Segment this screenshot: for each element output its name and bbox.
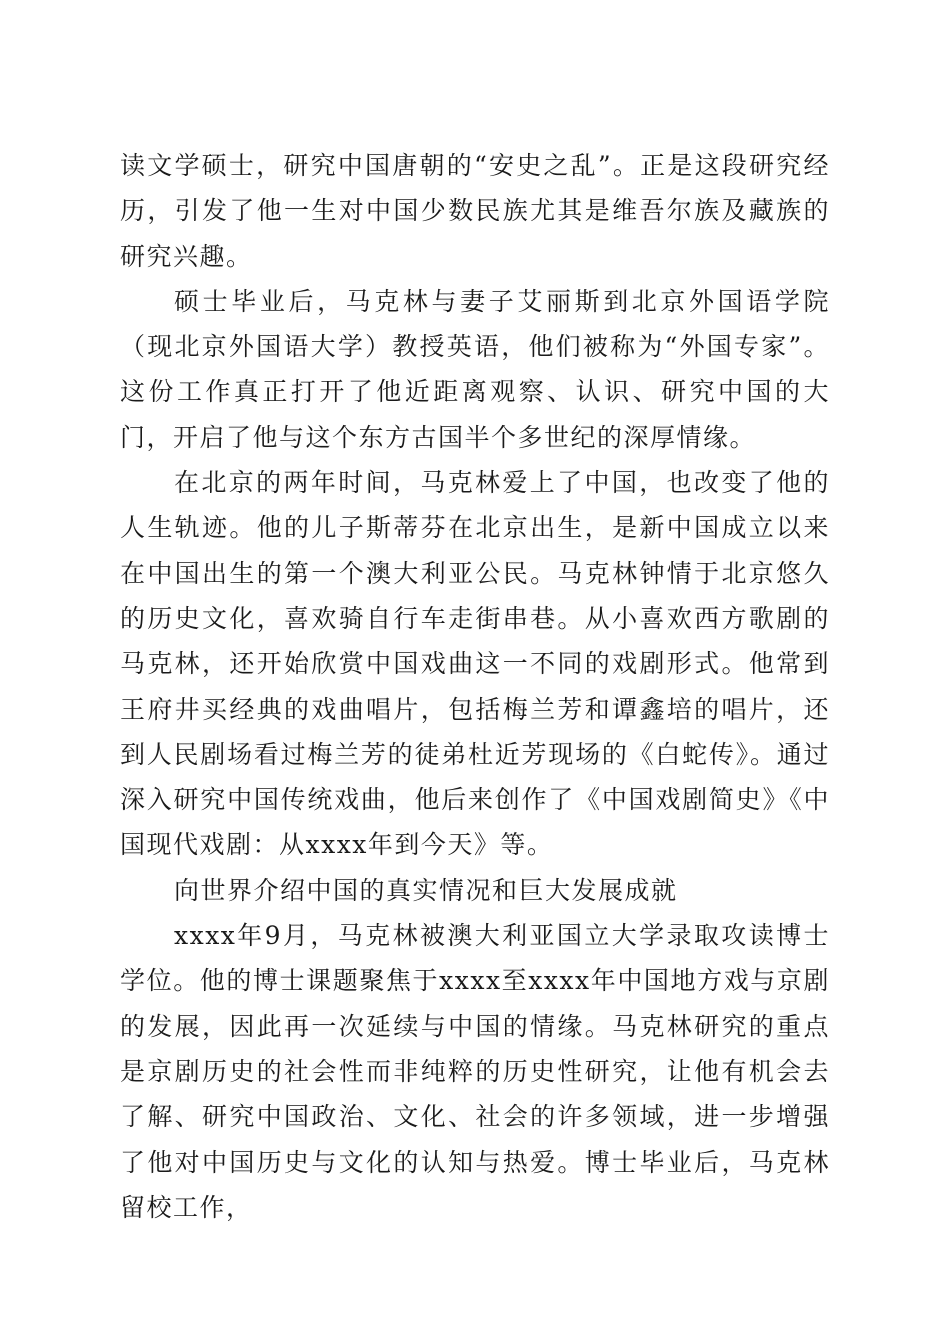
paragraph-two-years-beijing: 在北京的两年时间，马克林爱上了中国，也改变了他的人生轨迹。他的儿子斯蒂芬在北京出生，是新中国成立以来在中国出生的第一个澳大利亚公民。马克林钟情于北京悠久的历史文化，喜欢骑自行车走街串巷。从小喜欢西方歌剧的马克林，还开始欣赏中国戏曲这一不同的戏剧形式。他常到王府井买经典的戏曲唱片，包括梅兰芳和谭鑫培的唱片，还到人民剧场看过梅兰芳的徒弟杜近芳现场的《白蛇传》。通过深入研究中国传统戏曲，他后来创作了《中国戏剧简史》《中国现代戏剧：从xxxx年到今天》等。	[120, 468, 830, 860]
paragraph-phd-study: xxxx年9月，马克林被澳大利亚国立大学录取攻读博士学位。他的博士课题聚焦于xxxx至xxxx年中国地方戏与京剧的发展，因此再一次延续与中国的情缘。马克林研究的重点是京剧历史的社会性而非纯粹的历史性研究，让他有机会去了解、研究中国政治、文化、社会的许多领域，进一步增强了他对中国历史与文化的认知与热爱。博士毕业后，马克林留校工作，	[120, 921, 830, 1222]
body-text	[120, 143, 830, 1230]
section-heading: 向世界介绍中国的真实情况和巨大发展成就	[174, 875, 678, 905]
paragraph-beijing-teaching: 硕士毕业后，马克林与妻子艾丽斯到北京外国语学院（现北京外国语大学）教授英语，他们被称为“外国专家”。这份工作真正打开了他近距离观察、认识、研究中国的大门，开启了他与这个东方古国半个多世纪的深厚情缘。	[120, 286, 830, 452]
paragraph-continuation: 读文学硕士，研究中国唐朝的“安史之乱”。正是这段研究经历，引发了他一生对中国少数民族尤其是维吾尔族及藏族的研究兴趣。	[120, 151, 830, 271]
